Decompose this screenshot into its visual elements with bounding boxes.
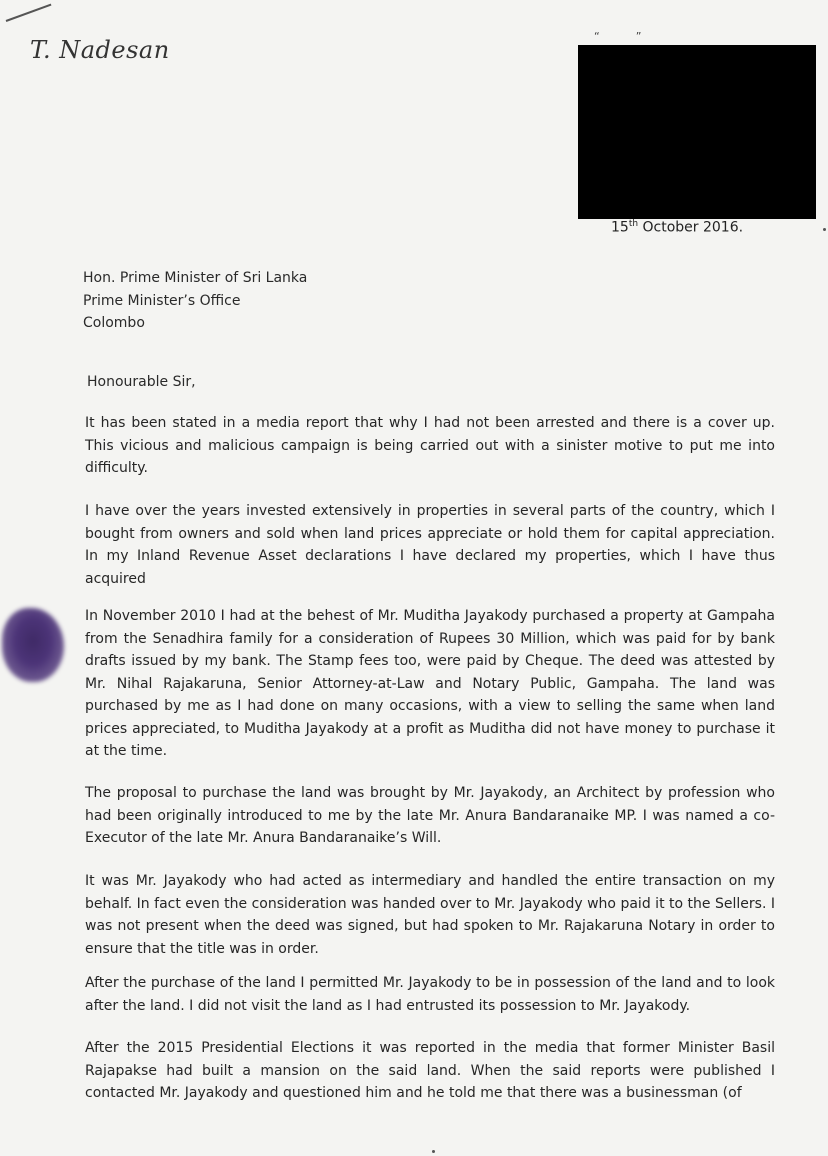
letterhead-flourish [6, 4, 52, 22]
recipient-line-2: Prime Minister’s Office [83, 292, 241, 309]
paragraph-6: After the purchase of the land I permitted Mr. Jayakody to be in possession of the land and to look after the land. I did not visit the land as I had entrusted its possession to Mr. Jayakody. [85, 975, 775, 1014]
letter-date [611, 219, 743, 236]
paragraph-1: It has been stated in a media report that why I had not been arrested and there is a cover up. This vicious and malicious campaign is being carried out with a sinister motive to put me into difficulty. [85, 415, 775, 476]
recipient-address [83, 267, 307, 335]
ink-smudge [2, 608, 64, 682]
page-speck [823, 228, 826, 231]
page-speck [432, 1150, 435, 1153]
paragraph-4: The proposal to purchase the land was brought by Mr. Jayakody, an Architect by profession who had been originally introduced to me by the late Mr. Anura Bandaranaike MP. I was named a co-Executor of the late Mr. Anura Bandaranaike’s Will. [85, 785, 775, 846]
recipient-line-1: Hon. Prime Minister of Sri Lanka [83, 270, 308, 286]
paragraph-2: I have over the years invested extensively in properties in several parts of the country, which I bought from owners and sold when land prices appreciate or hold them for capital appreciation. In my Inland Revenue Asset declarations I have declared my properties, which I have thus acquired [85, 503, 775, 587]
paragraph-7: After the 2015 Presidential Elections it was reported in the media that former Minister Basil Rajapakse had built a mansion on the said land. When the said reports were published I contacted Mr. Jayakody and questioned him and he told me that there was a businessman (of [85, 1040, 775, 1101]
header-quote-marks [594, 30, 714, 43]
recipient-line-3: Colombo [83, 315, 145, 331]
close-quote: ” [635, 30, 642, 43]
redaction-block [578, 45, 816, 219]
date-day: 15 [611, 219, 629, 236]
date-rest: October 2016. [638, 219, 744, 236]
salutation: Honourable Sir, [87, 374, 196, 390]
date-suffix: th [628, 219, 639, 229]
letterhead-name: T. Nadesan [30, 36, 170, 64]
open-quote: “ [594, 30, 600, 43]
paragraph-5: It was Mr. Jayakody who had acted as intermediary and handled the entire transaction on my behalf. In fact even the consideration was handed over to Mr. Jayakody who paid it to the Sellers. I was not present when the deed was signed, but had spoken to Mr. Rajakaruna Notary in order to ensure that the title was in order. [85, 873, 775, 957]
paragraph-3: In November 2010 I had at the behest of Mr. Muditha Jayakody purchased a property at Gampaha from the Senadhira family for a consideration of Rupees 30 Million, which was paid for by bank drafts issued by my bank. The Stamp fees too, were paid by Cheque. The deed was attested by Mr. Nihal Rajakaruna, Senior Attorney-at-Law and Notary Public, Gampaha. The land was purchased by me as I had done on many occasions, with a view to selling the same when land prices appreciated, to Muditha Jayakody at a profit as Muditha did not have money to purchase it at the time. [85, 608, 775, 759]
